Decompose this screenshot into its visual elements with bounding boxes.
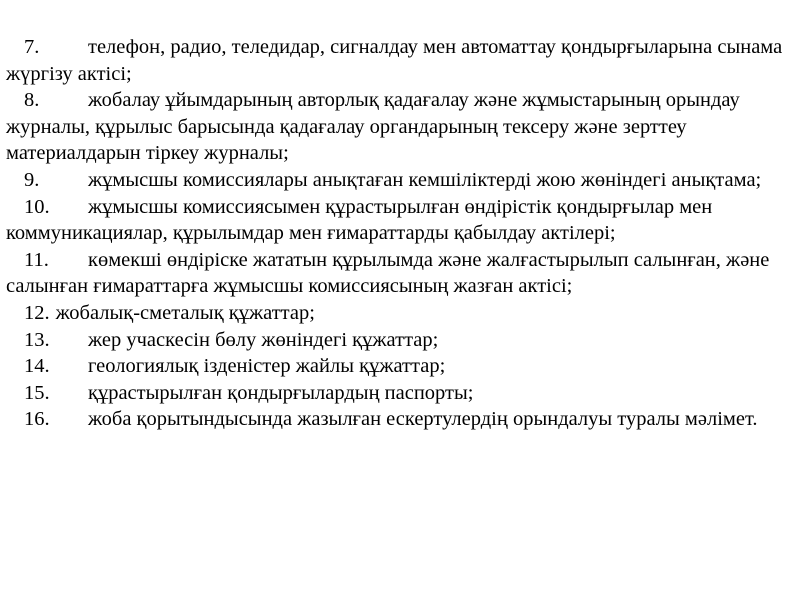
item-number: 15. bbox=[24, 381, 50, 404]
item-number: 9. bbox=[24, 168, 40, 191]
item-number: 10. bbox=[24, 195, 50, 218]
list-item-9 bbox=[6, 167, 792, 194]
list-item-12 bbox=[6, 300, 792, 327]
item-text: жұмысшы комиссиясымен құрастырылған өндірістік қондырғылар мен коммуникациялар, құрылымдар мен ғимараттарды қабылдау актілері; bbox=[6, 195, 713, 245]
item-text: көмекші өндіріске жататын құрылымда және жалғастырылып салынған, және салынған ғимараттарға жұмысшы комиссиясының жазған актісі; bbox=[6, 248, 770, 298]
item-number: 13. bbox=[24, 328, 50, 351]
list-item-15 bbox=[6, 380, 792, 407]
list-item-8 bbox=[6, 87, 792, 167]
item-text: жоба қорытындысында жазылған ескертулердің орындалуы туралы мәлімет. bbox=[88, 408, 758, 431]
item-text: жұмысшы комиссиялары анықтаған кемшіліктерді жою жөніндегі анықтама; bbox=[88, 168, 762, 191]
item-text: телефон, радио, теледидар, сигналдау мен автоматтау қондырғыларына сынама жүргізу актісі; bbox=[6, 36, 783, 85]
document-body bbox=[6, 34, 792, 433]
item-text: жобалық-сметалық құжаттар; bbox=[55, 301, 315, 324]
list-item-10 bbox=[6, 194, 792, 247]
item-number: 8. bbox=[24, 89, 40, 112]
list-item-14 bbox=[6, 353, 792, 380]
item-text: жер учаскесін бөлу жөніндегі құжаттар; bbox=[88, 328, 439, 351]
list-item-13 bbox=[6, 327, 792, 354]
list-item-7 bbox=[6, 34, 792, 87]
item-number: 7. bbox=[24, 36, 40, 58]
item-text: құрастырылған қондырғылардың паспорты; bbox=[88, 381, 474, 404]
list-item-16 bbox=[6, 406, 792, 433]
item-number: 14. bbox=[24, 355, 50, 378]
item-text: жобалау ұйымдарының авторлық қадағалау және жұмыстарының орындау журналы, құрылыс барысында қадағалау органдарының тексеру және зерттеу материалдарын тіркеу журналы; bbox=[6, 89, 740, 165]
list-item-11 bbox=[6, 247, 792, 300]
item-number: 11. bbox=[24, 248, 49, 271]
item-text: геологиялық ізденістер жайлы құжаттар; bbox=[88, 355, 446, 378]
item-number: 16. bbox=[24, 408, 50, 431]
item-number: 12. bbox=[24, 301, 50, 324]
